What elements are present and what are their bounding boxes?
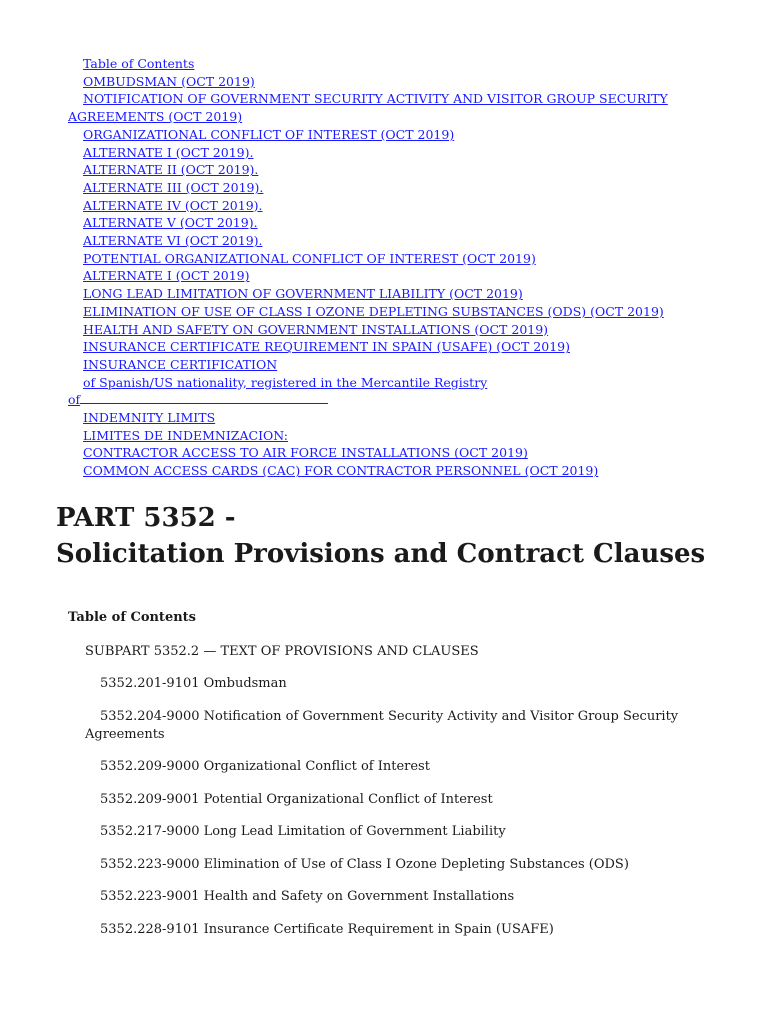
toc-entry: 5352.209-9001 Potential Organizational Conflict of Interest xyxy=(100,791,493,807)
toc-link-label: CONTRACTOR ACCESS TO AIR FORCE INSTALLATIONS (OCT 2019) xyxy=(83,445,528,461)
toc-link-label: of xyxy=(68,392,81,408)
toc-link[interactable] xyxy=(68,90,748,125)
toc-link[interactable] xyxy=(68,427,748,445)
toc-link-label: ALTERNATE I (OCT 2019) xyxy=(83,268,250,284)
toc-link[interactable] xyxy=(68,267,748,285)
toc-link[interactable] xyxy=(68,303,748,321)
toc-link-label: LONG LEAD LIMITATION OF GOVERNMENT LIABILITY (OCT 2019) xyxy=(83,286,523,302)
toc-link[interactable] xyxy=(68,338,748,356)
toc-list xyxy=(85,643,685,953)
toc-entry: 5352.209-9000 Organizational Conflict of Interest xyxy=(100,759,430,774)
toc-link-label: ALTERNATE III (OCT 2019). xyxy=(83,179,264,195)
toc-link[interactable] xyxy=(68,214,748,232)
toc-link-label: of Spanish/US nationality, registered in the Mercantile Registry xyxy=(83,374,488,390)
toc-link[interactable] xyxy=(68,73,748,91)
toc-link-label: Table of Contents xyxy=(83,56,195,71)
toc-link-label: OMBUDSMAN (OCT 2019) xyxy=(83,73,255,89)
toc-link-label: ORGANIZATIONAL CONFLICT OF INTEREST (OCT 2019) xyxy=(83,126,455,142)
part-title-name: Solicitation Provisions and Contract Clauses xyxy=(56,539,706,569)
toc-link[interactable] xyxy=(68,444,748,462)
toc-link[interactable] xyxy=(68,126,748,144)
toc-entry: 5352.223-9001 Health and Safety on Government Installations xyxy=(100,889,515,904)
toc-link[interactable] xyxy=(68,374,748,392)
toc-entry: 5352.223-9000 Elimination of Use of Class I Ozone Depleting Substances (ODS) xyxy=(100,856,629,872)
part-title-number: PART 5352 - xyxy=(56,503,236,533)
toc-entry: 5352.217-9000 Long Lead Limitation of Government Liability xyxy=(100,824,506,839)
toc-link[interactable] xyxy=(68,161,748,179)
part-title xyxy=(56,500,705,572)
toc-link-label: INSURANCE CERTIFICATE REQUIREMENT IN SPAIN (USAFE) (OCT 2019) xyxy=(83,339,570,355)
blank-line xyxy=(80,403,328,404)
toc-link[interactable] xyxy=(68,462,748,480)
toc-link[interactable] xyxy=(68,55,748,73)
toc-link[interactable] xyxy=(68,197,748,215)
toc-entry: 5352.228-9101 Insurance Certificate Requirement in Spain (USAFE) xyxy=(100,921,554,937)
toc-link-label: ALTERNATE I (OCT 2019). xyxy=(83,144,254,160)
toc-link[interactable] xyxy=(68,285,748,303)
toc-link[interactable] xyxy=(68,144,748,162)
toc-link-label: HEALTH AND SAFETY ON GOVERNMENT INSTALLATIONS (OCT 2019) xyxy=(83,321,549,337)
toc-entry: 5352.204-9000 Notification of Government Security Activity and Visitor Group Security Agreements xyxy=(85,708,679,742)
toc-link-label: INDEMNITY LIMITS xyxy=(83,410,216,426)
toc-link-label: COMMON ACCESS CARDS (CAC) FOR CONTRACTOR PERSONNEL (OCT 2019) xyxy=(83,463,599,479)
toc-link-label: ALTERNATE IV (OCT 2019). xyxy=(83,197,263,213)
toc-link-label: ALTERNATE V (OCT 2019). xyxy=(83,215,258,231)
toc-link[interactable] xyxy=(68,409,748,427)
toc-subpart: SUBPART 5352.2 — TEXT OF PROVISIONS AND CLAUSES xyxy=(85,644,479,659)
toc-link-label: ALTERNATE VI (OCT 2019). xyxy=(83,233,263,249)
toc-link-label: LIMITES DE INDEMNIZACION: xyxy=(83,427,288,443)
toc-link-label: POTENTIAL ORGANIZATIONAL CONFLICT OF INTEREST (OCT 2019) xyxy=(83,250,536,266)
toc-link[interactable] xyxy=(68,356,748,374)
toc-entry: 5352.201-9101 Ombudsman xyxy=(100,676,287,691)
toc-heading: Table of Contents xyxy=(68,610,196,625)
toc-link[interactable] xyxy=(68,391,748,409)
toc-link-label: ALTERNATE II (OCT 2019). xyxy=(83,162,259,178)
toc-link-label: INSURANCE CERTIFICATION xyxy=(83,356,278,372)
toc-link-label: NOTIFICATION OF GOVERNMENT SECURITY ACTIVITY AND VISITOR GROUP SECURITY AGREEMENTS (OCT 2019) xyxy=(68,91,668,125)
toc-link[interactable] xyxy=(68,321,748,339)
toc-link-label: ELIMINATION OF USE OF CLASS I OZONE DEPLETING SUBSTANCES (ODS) (OCT 2019) xyxy=(83,303,664,319)
toc-link[interactable] xyxy=(68,232,748,250)
toc-link[interactable] xyxy=(68,179,748,197)
toc-link[interactable] xyxy=(68,250,748,268)
link-list xyxy=(68,55,748,480)
